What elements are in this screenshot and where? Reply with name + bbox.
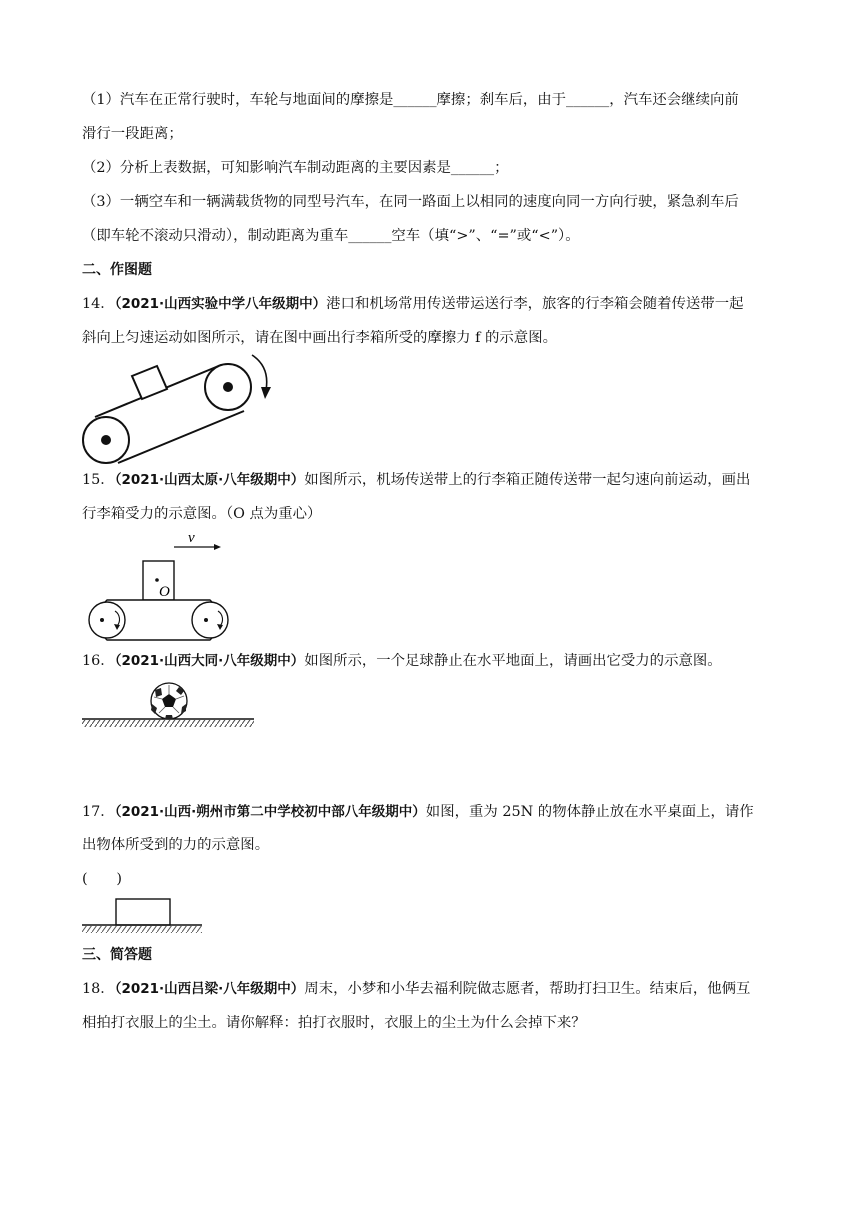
q14-line1 <box>82 294 744 314</box>
q13-part1-line1: （1）汽车在正常行驶时，车轮与地面间的摩擦是______摩擦；刹车后，由于______，汽车还会继续向前 <box>82 92 739 108</box>
q16-ground-hatching <box>82 720 254 727</box>
q18-number: 18． <box>82 981 115 997</box>
q18-source: （2021·山西吕梁·八年级期中） <box>114 981 305 997</box>
q15-line1 <box>82 470 750 490</box>
q15-number: 15． <box>82 472 115 488</box>
q16-text-line1: 如图所示，一个足球静止在水平地面上，请画出它受力的示意图。 <box>304 653 722 669</box>
q18-line1 <box>82 979 750 999</box>
q14-left-axle <box>101 435 111 445</box>
q13-part3-line2: （即车轮不滚动只滑动），制动距离为重车______空车（填“>”、“=”或“<”）。 <box>82 228 580 244</box>
q15-right-axle <box>204 618 208 622</box>
q17-line2: 出物体所受到的力的示意图。 <box>82 837 270 853</box>
q16-soccer-ball <box>151 683 187 719</box>
q14-conveyor-figure <box>80 365 280 465</box>
q14-number: 14． <box>82 296 115 312</box>
q16-number: 16． <box>82 653 115 669</box>
q14-text-line1: 港口和机场常用传送带运送行李，旅客的行李箱会随着传送带一起 <box>326 296 744 312</box>
q15-velocity-arrowhead <box>214 544 221 550</box>
q17-table-hatching <box>82 926 202 933</box>
q17-number: 17． <box>82 804 115 820</box>
q17-object-block <box>116 899 170 925</box>
q14-luggage-box <box>132 366 167 399</box>
q17-source: （2021·山西·朔州市第二中学校初中部八年级期中） <box>114 804 426 820</box>
q17-line1 <box>82 802 754 822</box>
section-title-drawing: 二、作图题 <box>82 262 152 278</box>
q15-left-axle <box>100 618 104 622</box>
q18-text-line1: 周末，小梦和小华去福利院做志愿者，帮助打扫卫生。结束后，他俩互 <box>304 981 751 997</box>
q14-line2: 斜向上匀速运动如图所示，请在图中画出行李箱所受的摩擦力 f 的示意图。 <box>82 330 557 346</box>
q15-conveyor-figure <box>82 530 242 645</box>
q17-answer-blank: ( ) <box>82 871 123 887</box>
q15-center-of-gravity-dot <box>155 578 159 582</box>
q14-rotation-arrowhead <box>261 387 271 399</box>
q14-source: （2021·山西实验中学八年级期中） <box>114 296 327 312</box>
q18-line2: 相拍打衣服上的尘土。请你解释：拍打衣服时，衣服上的尘土为什么会掉下来？ <box>82 1015 586 1031</box>
q14-belt-bottom <box>118 411 244 463</box>
q15-line2: 行李箱受力的示意图。（O 点为重心） <box>82 506 322 522</box>
q17-block-figure <box>82 897 207 939</box>
q13-part3-line1: （3）一辆空车和一辆满载货物的同型号汽车，在同一路面上以相同的速度向同一方向行驶，紧急刹车后 <box>82 194 739 210</box>
q15-center-label: O <box>159 584 170 600</box>
q13-part1-line2: 滑行一段距离； <box>82 126 183 142</box>
q17-text-line1: 如图，重为 25N 的物体静止放在水平桌面上，请作 <box>425 804 754 820</box>
q14-right-axle <box>223 382 233 392</box>
q15-source: （2021·山西太原·八年级期中） <box>114 472 305 488</box>
q15-text-line1: 如图所示，机场传送带上的行李箱正随传送带一起匀速向前运动，画出 <box>304 472 751 488</box>
q16-source: （2021·山西大同·八年级期中） <box>114 653 305 669</box>
section-title-short-answer: 三、简答题 <box>82 947 152 963</box>
q15-velocity-label: v <box>188 530 195 546</box>
q14-rotation-arc <box>252 355 267 390</box>
q16-line1 <box>82 651 722 671</box>
q13-part2: （2）分析上表数据，可知影响汽车制动距离的主要因素是______； <box>82 160 509 176</box>
q16-soccer-figure <box>82 682 257 732</box>
